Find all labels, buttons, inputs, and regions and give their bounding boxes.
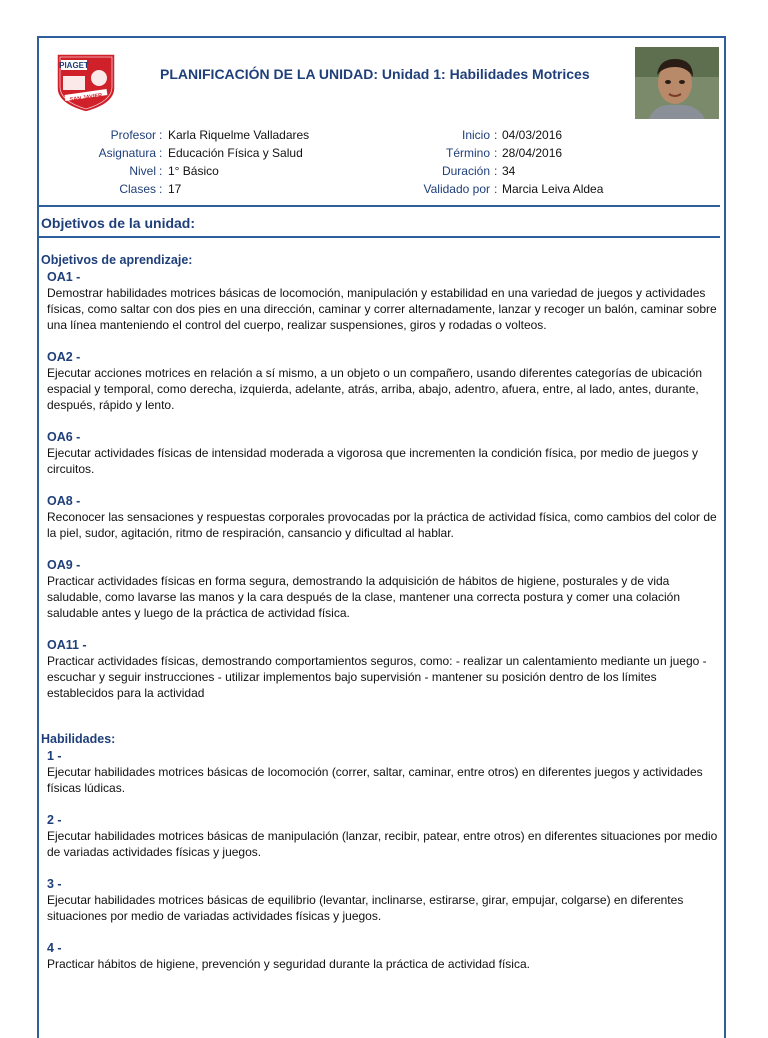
meta-value: 1° Básico (168, 164, 219, 178)
objective-code: OA9 - (47, 558, 81, 572)
meta-colon: : (494, 182, 498, 196)
meta-colon: : (159, 182, 163, 196)
objective-item (41, 269, 721, 333)
learning-objectives-heading: Objetivos de aprendizaje: (41, 253, 193, 267)
meta-row-profesor (0, 126, 768, 144)
page-title: PLANIFICACIÓN DE LA UNIDAD: Unidad 1: Habilidades Motrices (160, 66, 590, 82)
meta-value: Educación Física y Salud (168, 146, 303, 160)
objective-code: OA2 - (47, 350, 81, 364)
meta-label: Asignatura (98, 146, 156, 160)
meta-row-clases (0, 180, 768, 198)
meta-colon: : (159, 146, 163, 160)
skill-text: Practicar hábitos de higiene, prevención y seguridad durante la práctica de actividad física. (47, 957, 530, 971)
objective-code: OA8 - (47, 494, 81, 508)
skill-code: 2 - (47, 813, 62, 827)
objective-text: Practicar actividades físicas en forma segura, demostrando la adquisición de hábitos de higiene, posturales y de vida saludable, como lavarse las manos y la cara después de la clase, mantener una correcta postura y comer una colación saludable antes y luego de la práctica de actividad física. (47, 574, 681, 620)
school-logo (55, 52, 117, 114)
spacer (41, 717, 721, 731)
skill-code: 1 - (47, 749, 62, 763)
meta-value: 34 (502, 164, 516, 178)
skill-text: Ejecutar habilidades motrices básicas de equilibrio (levantar, inclinarse, estirarse, girar, empujar, colgarse) en diferentes situaciones por medio de variadas actividades físicas y juegos. (47, 893, 684, 923)
meta-value: 17 (168, 182, 182, 196)
meta-value: Karla Riquelme Valladares (168, 128, 310, 142)
objective-code: OA6 - (47, 430, 81, 444)
skill-item (41, 940, 721, 972)
objective-code: OA11 - (47, 638, 87, 652)
student-photo (635, 47, 719, 119)
logo-text-top: PIAGET (59, 61, 89, 70)
meta-row-nivel (0, 162, 768, 180)
meta-colon: : (494, 146, 498, 160)
objective-item (41, 493, 721, 541)
meta-colon: : (159, 164, 163, 178)
meta-value: Marcia Leiva Aldea (502, 182, 604, 196)
objective-item (41, 557, 721, 621)
logo-text-bottom: SAN JAVIER (69, 92, 103, 104)
objective-text: Reconocer las sensaciones y respuestas corporales provocadas por la práctica de actividad física, como cambios del color de la piel, sudor, agitación, ritmo de respiración, cansancio y dificultad al hablar. (47, 510, 717, 540)
objective-item (41, 429, 721, 477)
meta-colon: : (494, 128, 498, 142)
skill-code: 3 - (47, 877, 62, 891)
meta-label: Duración (441, 164, 490, 178)
objective-text: Practicar actividades físicas, demostrando comportamientos seguros, como: - realizar un calentamiento mediante un juego - escuchar y seguir instrucciones - utilizar implementos bajo supervisión - mantener su posición dentro de los límites establecidos para la actividad (47, 654, 707, 700)
objective-item (41, 637, 721, 701)
meta-label: Inicio (461, 128, 490, 142)
objective-code: OA1 - (47, 270, 81, 284)
skill-item (41, 812, 721, 860)
meta-label: Profesor (110, 128, 156, 142)
meta-value: 28/04/2016 (502, 146, 563, 160)
meta-label: Validado por (423, 182, 490, 196)
objective-item (41, 349, 721, 413)
meta-label: Término (445, 146, 490, 160)
skill-code: 4 - (47, 941, 62, 955)
meta-value: 04/03/2016 (502, 128, 563, 142)
meta-label: Nivel (129, 164, 156, 178)
divider-bottom (39, 236, 720, 238)
divider-top (39, 205, 720, 207)
meta-colon: : (159, 128, 163, 142)
skill-text: Ejecutar habilidades motrices básicas de locomoción (correr, saltar, caminar, entre otros) en diferentes juegos y actividades físicas lúdicas. (47, 765, 703, 795)
objectives-heading: Objetivos de la unidad: (41, 215, 196, 231)
meta-colon: : (494, 164, 498, 178)
skill-item (41, 876, 721, 924)
skill-item (41, 748, 721, 796)
objective-text: Ejecutar actividades físicas de intensidad moderada a vigorosa que incrementen la condición física, por medio de juegos y circuitos. (47, 446, 699, 476)
skills-heading: Habilidades: (41, 732, 116, 746)
objective-text: Demostrar habilidades motrices básicas de locomoción, manipulación y estabilidad en una variedad de juegos y actividades físicas, como saltar con dos pies en una dirección, caminar y correr alternadamente, lanzar y recoger un balón, caminar sobre una línea manteniendo el control del cuerpo, realizar suspensiones, giros y rodadas o volteos. (47, 286, 717, 332)
meta-row-asignatura (0, 144, 768, 162)
objective-text: Ejecutar acciones motrices en relación a sí mismo, a un objeto o un compañero, usando diferentes categorías de ubicación espacial y temporal, como derecha, izquierda, adelante, atrás, arriba, abajo, adentro, afuera, entre, al lado, antes, durante, después, rápido y lento. (47, 366, 703, 412)
meta-label: Clases (119, 182, 156, 196)
skill-text: Ejecutar habilidades motrices básicas de manipulación (lanzar, recibir, patear, entre otros) en diferentes situaciones por medio de variadas actividades físicas y juegos. (47, 829, 718, 859)
content-body (41, 252, 721, 988)
